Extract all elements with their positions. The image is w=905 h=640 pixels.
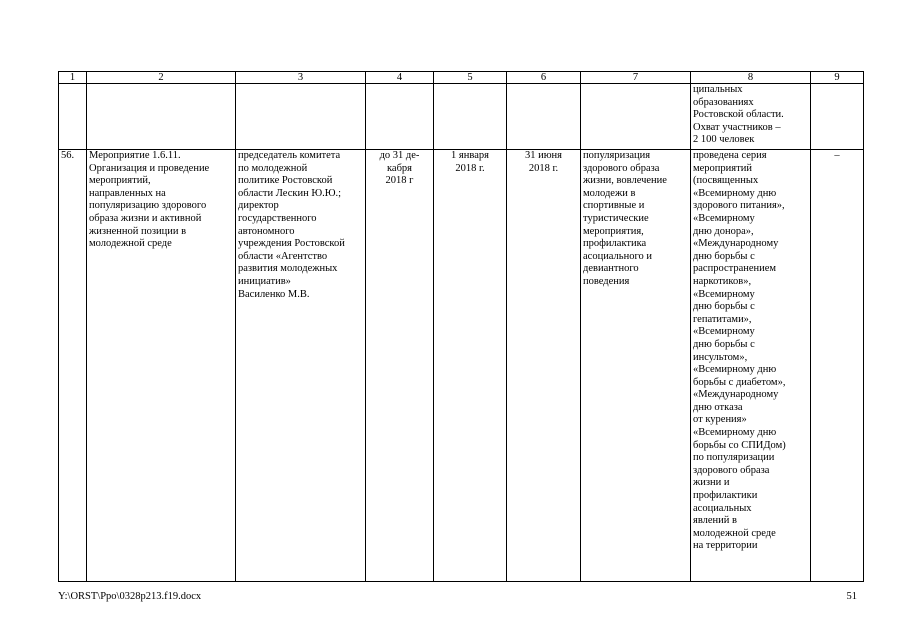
empty-cell <box>87 84 236 150</box>
empty-cell <box>811 84 864 150</box>
column-number: 9 <box>811 72 864 84</box>
column-number: 7 <box>581 72 691 84</box>
column-number: 4 <box>366 72 434 84</box>
empty-cell <box>581 84 691 150</box>
column-number: 1 <box>59 72 87 84</box>
table-row <box>59 150 864 582</box>
column-number: 6 <box>507 72 581 84</box>
measure-name: Мероприятие 1.6.11. Организация и проведение мероприятий, направленных на популяризацию здорового образа жизни и активной жизненной позиции в молодежной среде <box>87 150 236 582</box>
empty-cell <box>434 84 507 150</box>
start-date: 1 января 2018 г. <box>434 150 507 582</box>
empty-cell <box>507 84 581 150</box>
actual-result: проведена серия мероприятий (посвященных «Всемирному дню здорового питания», «Всемирному дню донора», «Международному дню борьбы с распространением наркотиков», «Всемирному дню борьбы с гепатитами», «Всемирному дню борьбы с инсультом», «Всемирному дню борьбы с диабетом», «Международному дню отказа от курения» «Всемирному дню борьбы со СПИДом) по популяризации здорового образа жизни и профилактики асоциальных явлений в молодежной среде на территории <box>691 150 811 582</box>
expected-result: популяризация здорового образа жизни, вовлечение молодежи в спортивные и туристические мероприятия, профилактика асоциального и девиантного поведения <box>581 150 691 582</box>
empty-cell <box>59 84 87 150</box>
footer-file-path: Y:\ORST\Ppo\0328p213.f19.docx <box>58 591 202 602</box>
row-number: 56. <box>59 150 87 582</box>
deadline: до 31 де- кабря 2018 г <box>366 150 434 582</box>
page-number: 51 <box>846 591 857 602</box>
column-number: 5 <box>434 72 507 84</box>
actual-result-continuation: ципальных образованиях Ростовской области. Охват участников – 2 100 человек <box>691 84 811 150</box>
notes: – <box>811 150 864 582</box>
column-number: 2 <box>87 72 236 84</box>
column-number: 8 <box>691 72 811 84</box>
report-table <box>58 71 864 582</box>
column-number-row <box>59 72 864 84</box>
responsible-person: председатель комитета по молодежной политике Ростовской области Лескин Ю.Ю.; директор государственного автономного учреждения Ростовской области «Агентство развития молодежных инициатив» Василенко М.В. <box>236 150 366 582</box>
end-date: 31 июня 2018 г. <box>507 150 581 582</box>
continuation-row <box>59 84 864 150</box>
column-number: 3 <box>236 72 366 84</box>
empty-cell <box>236 84 366 150</box>
empty-cell <box>366 84 434 150</box>
